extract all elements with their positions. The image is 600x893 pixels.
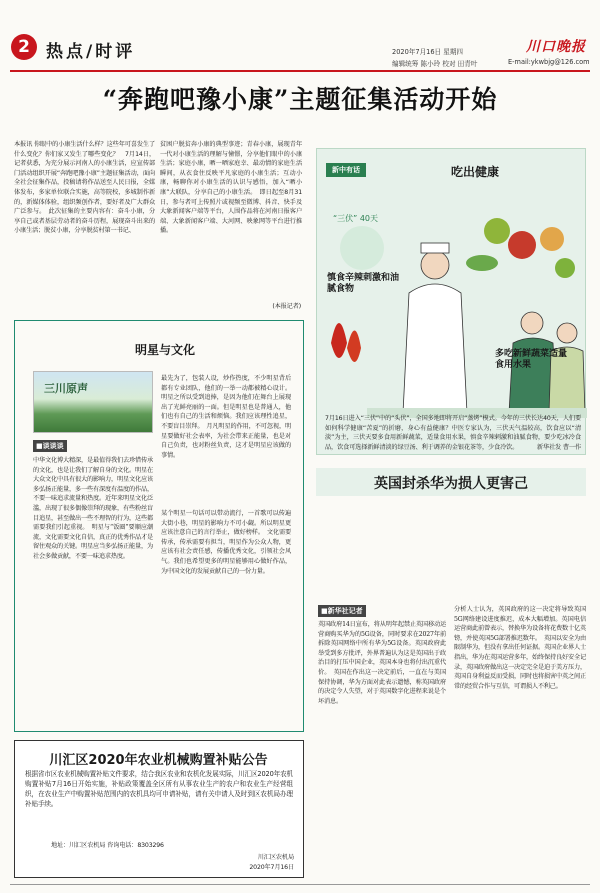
uk-tag: ■新华社记者 [318, 605, 366, 617]
elder-head [521, 312, 543, 334]
health-label-right: 多吃新鲜蔬菜适量食用水果 [495, 349, 568, 370]
chili-pepper-icon [347, 331, 361, 363]
header-rule [10, 70, 590, 72]
culture-image-caption: 三川原声 [44, 382, 88, 395]
health-panel [316, 148, 586, 455]
health-byline: 新华社发 曹一作 [536, 444, 581, 451]
notice-date: 2020年7月16日 [249, 864, 294, 871]
newspaper-logo: 川口晚报 [526, 39, 586, 55]
contact-email: E-mail:ykwbjg@126.com [508, 58, 590, 66]
section-title: 热点/时评 [46, 42, 136, 62]
culture-col3: 某个明星一句话可以带动流行，一首歌可以传遍大街小巷，明星的影响力不可小觑。所以明星更应该注意自己的言行举止，做好榜样。 文化需要传承，传承需要有担当，明星作为公众人物，更应该有社会责任感，传播优秀文化，引领社会风气。我们也希望更多的明星能够用心做好作品，为中国文化的发展贡献自己的一份力量。 [161, 510, 291, 575]
sun-circle [340, 226, 384, 270]
culture-image [33, 371, 153, 433]
culture-box [14, 320, 304, 732]
chili-pepper-icon [331, 323, 347, 358]
uk-headline: 英国封杀华为损人更害己 [374, 476, 528, 492]
editor-credits: 编辑统筹 陈小玲 校对 田青叶 [392, 60, 478, 68]
tomato-icon [508, 231, 536, 259]
notice-org: 川汇区农机局 [257, 854, 294, 861]
fruit-icon [540, 227, 564, 251]
notice-address: 地址：川汇区农机局 咨询电话：8303296 [51, 842, 164, 849]
cucumber-icon [466, 255, 498, 271]
notice-box [14, 740, 304, 878]
doctor-coat [403, 284, 467, 413]
culture-col2: 最先为了，包装人设，炒作热度，不少明星背后都有专业团队，他们的一举一动都被精心设计。明星之所以受到追捧，是因为他们在舞台上展现出了光鲜亮丽的一面。但是明星也是普通人，他们也有自己的生活和烦恼。我们应该理性追星，不要盲目崇拜。 月凡明星的作用，不可忽视，明星要做好社会表率，为社会带来正能量，也是对自己负责，也对粉丝负责，这才是明星应该做的事情。 [161, 375, 291, 459]
culture-title: 明星与文化 [134, 343, 195, 357]
health-title: 吃出健康 [450, 165, 499, 179]
health-illustration [317, 183, 587, 418]
doctor-head [421, 251, 449, 279]
main-article-col2: 贫困户脱贫奔小康的典型事迹；青春小康，展现青年一代对小康生活的理解与憧憬，分享他们眼中的小康生活；家庭小康，晒一晒家庭幸、最动情的家庭生活瞬间，从衣食住反映平凡家庭的小康生活；互动小康，畅聊你对小康生活的认识与感悟，加入“晒小康”大联队，分享自己的小康生活。 即日起至8月31日，参与者可上传照片或视频至微博、抖音、快手及大象新闻客户端等平台，人围作品将在河南日报客户端、大象新闻客户端、大河网、映象网等平台进行推播。 [160, 141, 302, 235]
chef-hat [421, 243, 449, 253]
notice-title: 川汇区2020年农业机械购置补贴公告 [49, 753, 268, 768]
culture-tag: ■谈谈谈 [33, 440, 67, 452]
notice-text: 根据省市区农业机械购置补贴文件要求，结合我区农业和农机化发展实际，川汇区2020年农机购置补贴7月16日开始实施，补贴政策覆盖全区所有从事农业生产的农户和农业生产经营组织，在农业生产中购置补贴范围内的农机具均可申请补贴，请有关申请人及时到区农机局办理补贴手续。 [25, 770, 293, 808]
issue-date: 2020年7月16日 星期四 [392, 48, 464, 56]
health-chip: 新中有话 [326, 163, 366, 177]
page-number-badge: 2 [11, 34, 37, 60]
uk-headline-band [316, 468, 586, 496]
health-label-left: 慎食辛辣刺激和油腻食物 [327, 273, 400, 294]
uk-article-col1: 英国政府14日宣布，将从明年起禁止英国移动运营商购买华为的5G设备，同时要求在2027年前拆除英国网络中所有华为5G设备。英国政府此举受到多方批评，外界普遍认为这是英国出于政治目的打压中国企业，英国本身也将付出沉重代价。 英国在作出这一决定前后，一直在与美国保持协调，华为方面对此表示遗憾，称英国政府的决定令人失望，对于英国数字化进程来说是个坏消息。 [318, 621, 446, 705]
vegetable-icon [484, 218, 510, 244]
sanfu-label-mark: “三伏” 40天 [333, 214, 379, 223]
main-headline: “奔跑吧豫小康”主题征集活动开始 [102, 85, 498, 114]
apple-icon [555, 258, 575, 278]
main-article-col1: 本报讯 你眼中的小康生活什么样？这些年可喜发生了什么变化？你们家又发生了哪些变化？ 7月14日，记者获悉，为充分展示河南人的小康生活，应宣传部门活动组织开展“奔跑吧豫小康”主题征集活动，面向全社会征集作品，投稿请将作品送至人民日报，全媒体发布，多家单位联合实施，高等院校，多城制作新的，新媒体体验，组织频创作者，要好者及广大群众广泛参与。 此次征集的主要内容有：奋斗小康，分享自己或者基层劳动者的奋斗历程，展现奋斗出来的小康生活；脱贫小康，分享脱贫村第一书记、 [14, 141, 155, 235]
uk-article-col2: 分析人士认为，英国政府的这一决定将导致英国5G网络建设进度推迟，成本大幅增加。英国电信运营商此前曾表示，替换华为设备将花费数十亿英镑，并使英国5G部署推迟数年。 英国以安全为由限制华为，但没有拿出任何证据。英国企业界人士指出，华为在英国运营多年，始终保持良好安全记录，英国政府做出这一决定完全是迫于美方压力，英国自身利益反而受损，同时也将损害中英之间正常的经贸合作与互信，可谓损人不利己。 [454, 606, 586, 690]
health-text: 7月16日进入“三伏”中的“头伏”，全国多地即将开启“蒸烤”模式。今年的三伏长达40天，人们要如何科学健康“苦夏”的折磨，身心有益健康？中医专家认为，三伏天气温较高，饮食应以“清淡”为主，三伏天要多食用新鲜蔬菜，适量食用水果，慎食辛辣刺激和油腻食物，要少吃冰冷食品，饮食可选择新鲜清淡的绿豆汤、利于调养的金银花茶等，少食冷饮。 [325, 415, 581, 451]
elder-head [557, 323, 577, 343]
culture-col1: 中华文化博大精深，是最值得我们去珍惜传承的文化，也是让我们了解自身的文化。明星在大众文化中具有很大的影响力，明星文化应该多弘扬正能量，多一些有深度有温度的作品，不要一味追求流量和热度。近年来明星文化泛滥，出现了很多偶像崇拜的现象，有些粉丝盲目追星，甚至做出一些不理智的行为，这些都需要我们引起重视。 明星与“饭圈”要顺应潮流，文化需要文化自信，真正的优秀作品才是留住观众的关键。明星应当多弘扬正能量，为社会多做贡献，不要一味追求热度。 [33, 457, 153, 560]
main-article-byline: (本报记者) [272, 303, 301, 310]
footer-rule [10, 884, 590, 885]
